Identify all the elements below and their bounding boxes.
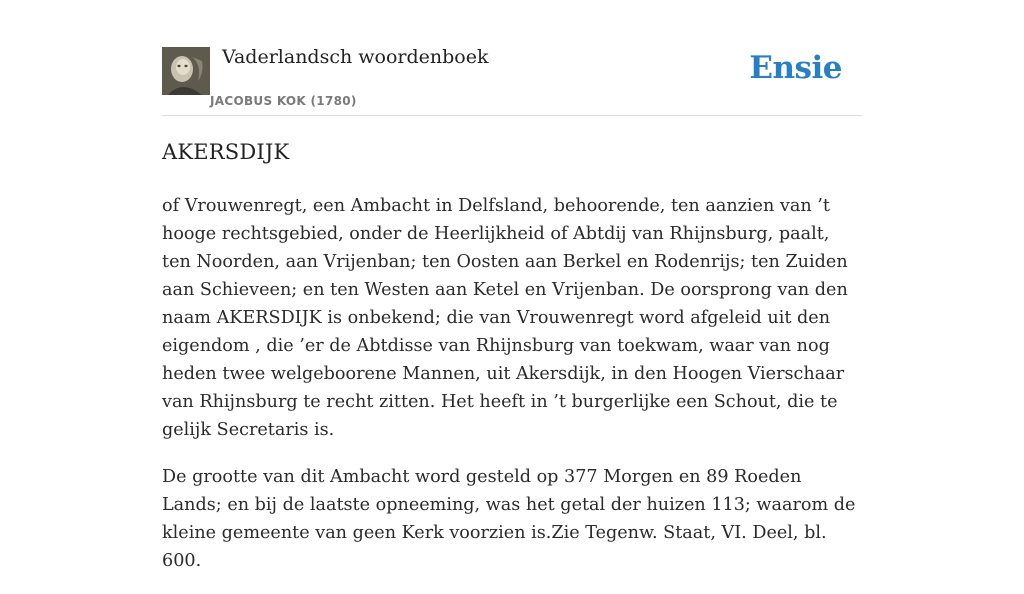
brand-logo[interactable]: Ensie [749, 50, 842, 86]
book-title[interactable]: Vaderlandsch woordenboek [222, 46, 489, 68]
entry-paragraph: De grootte van dit Ambacht word gesteld op 377 Morgen en 89 Roeden Lands; en bij de laatste opneeming, was het getal der huizen 113; waarom de kleine gemeente van geen Kerk voorzien is.Zie Tegenw. Staat, VI. Deel, bl. 600. [162, 467, 856, 571]
author-name[interactable]: JACOBUS KOK (1780) [210, 94, 357, 108]
author-avatar[interactable] [162, 47, 210, 95]
entry-body [162, 192, 862, 594]
author-portrait-icon [162, 47, 210, 95]
header [162, 40, 862, 116]
entry-paragraph: of Vrouwenregt, een Ambacht in Delfsland, behoorende, ten aanzien van ’t hooge rechtsgebied, onder de Heerlijkheid of Abtdij van Rhijnsburg, paalt, ten Noorden, aan Vrijenban; ten Oosten aan Berkel en Rodenrijs; ten Zuiden aan Schieveen; en ten Westen aan Ketel en Vrijenban. De oorsprong van den naam AKERSDIJK is onbekend; die van Vrouwenregt word afgeleid uit den eigendom , die ’er de Abtdisse van Rhijnsburg van toekwam, waar van nog heden twee welgeboorene Mannen, uit Akersdijk, in den Hoogen Vierschaar van Rhijnsburg te recht zitten. Het heeft in ’t burgerlijke een Schout, die te gelijk Secretaris is. [162, 196, 848, 440]
entry-headword: AKERSDIJK [162, 140, 290, 164]
